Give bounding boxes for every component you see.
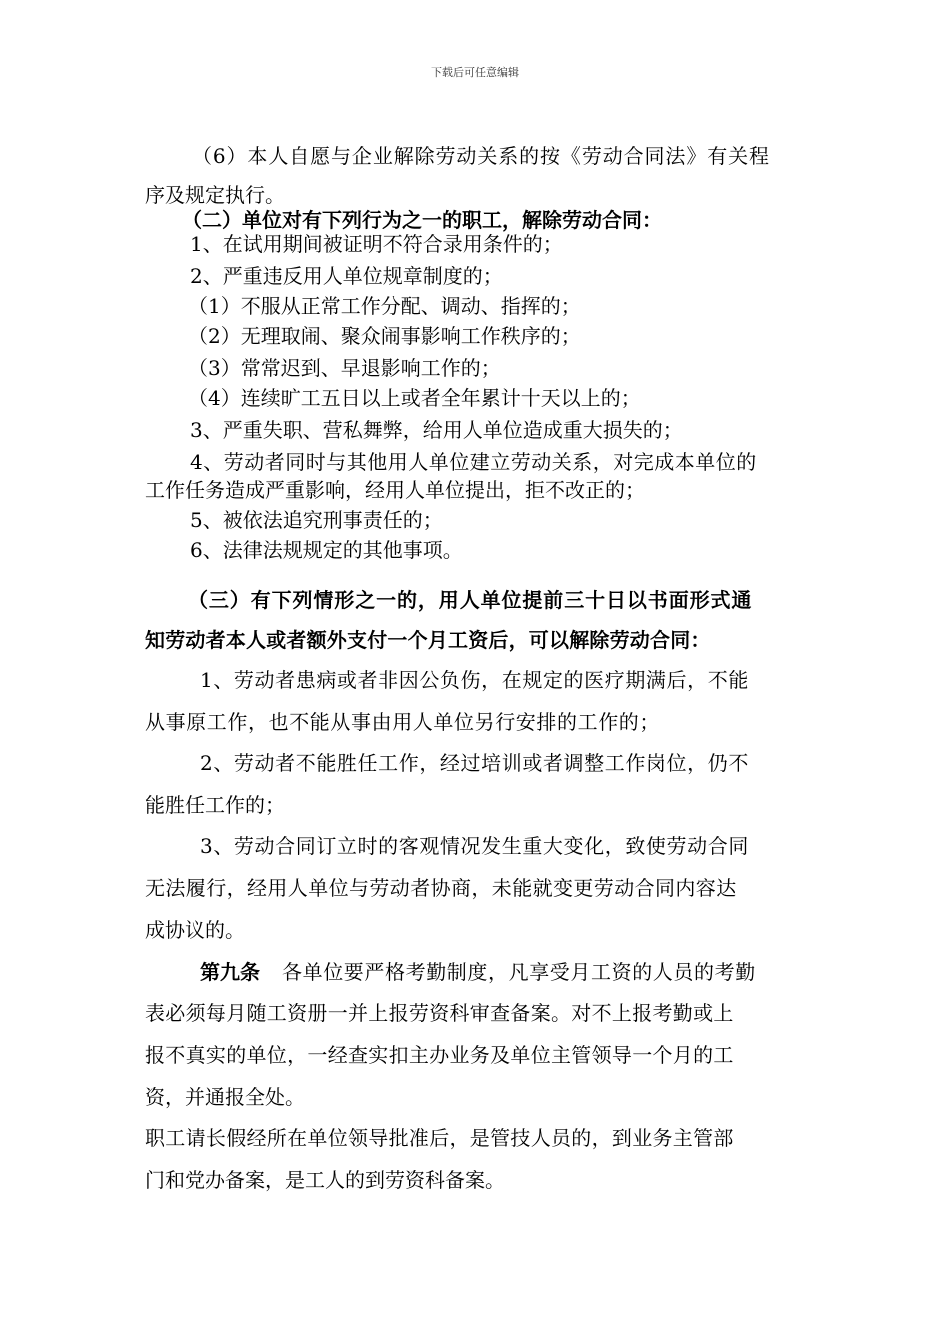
text-line: 门和党办备案，是工人的到劳资科备案。 <box>145 1168 505 1192</box>
text-line: 2、劳动者不能胜任工作，经过培训或者调整工作岗位，仍不 <box>200 751 749 775</box>
section-heading: 知劳动者本人或者额外支付一个月工资后，可以解除劳动合同： <box>145 628 711 652</box>
text-line: 表必须每月随工资册一并上报劳资科审查备案。对不上报考勤或上 <box>145 1001 734 1025</box>
text-line: 工作任务造成严重影响，经用人单位提出，拒不改正的； <box>145 478 645 502</box>
text-line: 序及规定执行。 <box>145 183 285 207</box>
text-line: 从事原工作，也不能从事由用人单位另行安排的工作的； <box>145 710 660 734</box>
text-line: 资，并通报全处。 <box>145 1085 305 1109</box>
text-line: 报不真实的单位，一经查实扣主办业务及单位主管领导一个月的工 <box>145 1043 734 1067</box>
text-line: （1）不服从正常工作分配、调动、指挥的； <box>188 294 581 318</box>
page-header: 下载后可任意编辑 <box>431 66 519 79</box>
text-line: 职工请长假经所在单位领导批准后，是管技人员的，到业务主管部 <box>145 1126 734 1150</box>
article-number: 第九条 <box>200 960 260 984</box>
text-line: （6）本人自愿与企业解除劳动关系的按《劳动合同法》有关程 <box>192 144 770 168</box>
text-line: 6、法律法规规定的其他事项。 <box>190 538 463 562</box>
text-line: 成协议的。 <box>145 918 245 942</box>
text-line: 4、劳动者同时与其他用人单位建立劳动关系，对完成本单位的 <box>190 450 757 474</box>
text-line: 2、严重违反用人单位规章制度的； <box>190 264 503 288</box>
section-heading: （二）单位对有下列行为之一的职工，解除劳动合同： <box>182 208 662 232</box>
text-line: 1、在试用期间被证明不符合录用条件的； <box>190 232 563 256</box>
text-line: 无法履行，经用人单位与劳动者协商，未能就变更劳动合同内容达 <box>145 876 737 900</box>
text-line: （4）连续旷工五日以上或者全年累计十天以上的； <box>188 386 641 410</box>
text-line: 3、劳动合同订立时的客观情况发生重大变化，致使劳动合同 <box>200 834 749 858</box>
text-line: 能胜任工作的； <box>145 793 285 817</box>
text-line: 5、被依法追究刑事责任的； <box>190 508 443 532</box>
section-heading: （三）有下列情形之一的，用人单位提前三十日以书面形式通 <box>188 588 753 612</box>
text-line: （2）无理取闹、聚众闹事影响工作秩序的； <box>188 324 581 348</box>
text-line: 3、严重失职、营私舞弊，给用人单位造成重大损失的； <box>190 418 683 442</box>
text-line: 各单位要严格考勤制度，凡享受月工资的人员的考勤 <box>282 960 756 984</box>
text-line: 1、劳动者患病或者非因公负伤，在规定的医疗期满后，不能 <box>200 668 749 692</box>
text-line: （3）常常迟到、早退影响工作的； <box>188 356 501 380</box>
